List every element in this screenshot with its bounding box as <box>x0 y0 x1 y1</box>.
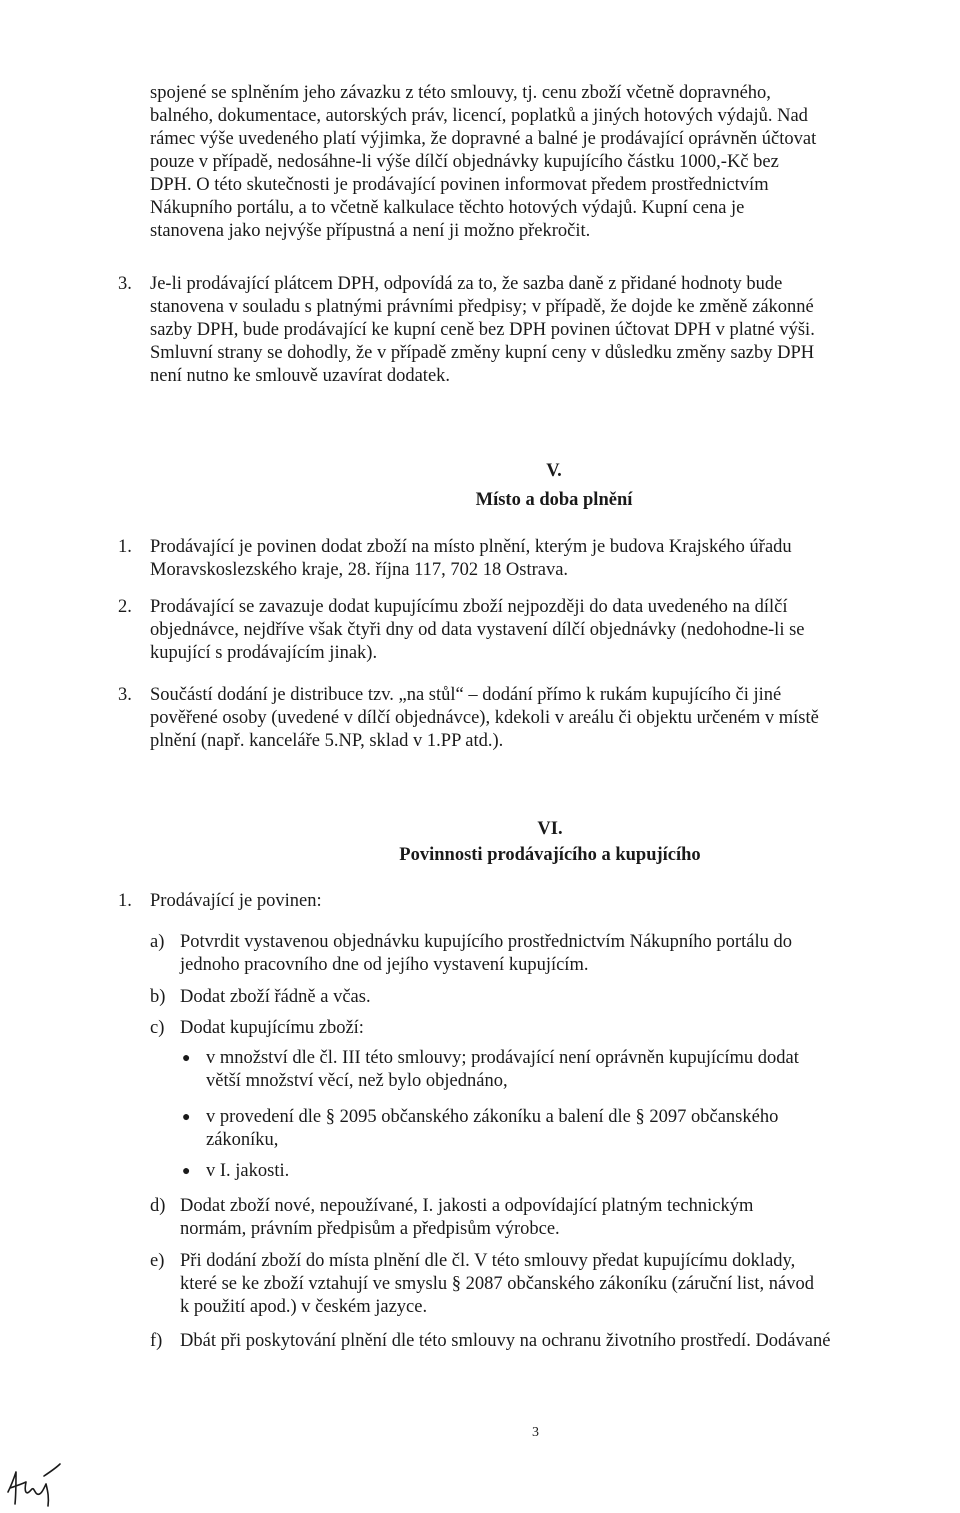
sub-line: Potvrdit vystavenou objednávku kupujícího prostřednictvím Nákupního portálu do <box>180 932 792 952</box>
item-number: 3. <box>118 685 132 705</box>
intro-line: DPH. O této skutečnosti je prodávající povinen informovat předem prostřednictvím <box>150 175 769 195</box>
item-line: pověřené osoby (uvedené v dílčí objednávce), kdekoli v areálu či objektu určeném v místě <box>150 708 819 728</box>
sub-label: f) <box>150 1331 163 1351</box>
section-title: Místo a doba plnění <box>475 490 633 510</box>
item-line: Součástí dodání je distribuce tzv. „na stůl“ – dodání přímo k rukám kupujícího či jiné <box>150 685 782 705</box>
sub-label: e) <box>150 1251 165 1271</box>
sub-line: Dodat zboží nové, nepoužívané, I. jakosti a odpovídající platným technickým <box>180 1196 754 1216</box>
sub-label: a) <box>150 932 165 952</box>
clause-line: není nutno ke smlouvě uzavírat dodatek. <box>150 366 451 386</box>
item-line: objednávce, nejdříve však čtyři dny od data vystavení dílčí objednávky (nedohodne-li se <box>150 620 805 640</box>
item-number: 1. <box>118 891 132 911</box>
item-line: plnění (např. kanceláře 5.NP, sklad v 1.PP atd.). <box>150 731 504 751</box>
section-roman: VI. <box>537 819 563 839</box>
section-v-heading <box>150 460 958 512</box>
item-number: 2. <box>118 597 132 617</box>
bullet-item <box>206 1106 958 1152</box>
sub-line: k použití apod.) v českém jazyce. <box>180 1297 428 1317</box>
clause-line: Je-li prodávající plátcem DPH, odpovídá za to, že sazba daně z přidané hodnoty bude <box>150 274 783 294</box>
item-line: Prodávající se zavazuje dodat kupujícímu zboží nejpozději do data uvedeného na dílčí <box>150 597 788 617</box>
bullet-dot-icon: ● <box>182 1164 191 1179</box>
sub-line: normám, právním předpisům a předpisům výrobce. <box>180 1219 560 1239</box>
sub-line: Dbát při poskytování plnění dle této smlouvy na ochranu životního prostředí. Dodávané <box>180 1331 831 1351</box>
intro-line: Nákupního portálu, a to včetně kalkulace těchto hotových výdajů. Kupní cena je <box>150 198 745 218</box>
section-vi-item-1: Prodávající je povinen: <box>150 891 322 911</box>
sub-item-d <box>180 1195 958 1241</box>
sub-line: Dodat zboží řádně a včas. <box>180 987 371 1007</box>
sub-line: Při dodání zboží do místa plnění dle čl. V této smlouvy předat kupujícímu doklady, <box>180 1251 796 1271</box>
section-title: Povinnosti prodávajícího a kupujícího <box>399 845 701 865</box>
bullet-line: zákoníku, <box>206 1130 279 1150</box>
section-v-item-1 <box>150 536 958 582</box>
handwritten-initials <box>4 1462 62 1508</box>
intro-line: stanovena jako nejvýše přípustná a není ji možno překročit. <box>150 221 591 241</box>
item-number: 1. <box>118 537 132 557</box>
section-vi-heading <box>350 818 750 867</box>
bullet-item <box>206 1047 958 1093</box>
intro-paragraph <box>150 82 958 243</box>
section-v-item-3 <box>150 684 958 753</box>
clause-line: stanovena v souladu s platnými právními předpisy; v případě, že dojde ke změně zákonné <box>150 297 814 317</box>
sub-line: Dodat kupujícímu zboží: <box>180 1018 364 1038</box>
sub-line: jednoho pracovního dne od jejího vystavení kupujícím. <box>180 955 589 975</box>
sub-item-f <box>180 1330 958 1353</box>
sub-line: které se ke zboží vztahují ve smyslu § 2087 občanského zákoníku (záruční list, návod <box>180 1274 814 1294</box>
intro-line: spojené se splněním jeho závazku z této smlouvy, tj. cenu zboží včetně dopravného, <box>150 83 771 103</box>
clause-3-paragraph <box>150 273 958 388</box>
section-v-item-2 <box>150 596 958 665</box>
bullet-line: v I. jakosti. <box>206 1161 290 1181</box>
bullet-line: v množství dle čl. III této smlouvy; prodávající není oprávněn kupujícímu dodat <box>206 1048 799 1068</box>
bullet-item <box>206 1160 958 1183</box>
item-line: Moravskoslezského kraje, 28. října 117, 702 18 Ostrava. <box>150 560 569 580</box>
sub-item-b <box>180 986 958 1009</box>
sub-label: d) <box>150 1196 166 1216</box>
item-line: kupující s prodávajícím jinak). <box>150 643 378 663</box>
section-roman: V. <box>546 461 562 481</box>
sub-label: c) <box>150 1018 165 1038</box>
sub-item-c <box>180 1017 958 1040</box>
bullet-dot-icon: ● <box>182 1051 191 1066</box>
bullet-dot-icon: ● <box>182 1110 191 1125</box>
intro-line: balného, dokumentace, autorských práv, licencí, poplatků a jiných hotových výdajů. Nad <box>150 106 808 126</box>
clause-line: sazby DPH, bude prodávající ke kupní ceně bez DPH povinen účtovat DPH v platné výši. <box>150 320 815 340</box>
clause-number: 3. <box>118 274 132 294</box>
intro-line: pouze v případě, nedosáhne-li výše dílčí objednávky kupujícího částku 1000,-Kč bez <box>150 152 779 172</box>
bullet-line: větší množství věcí, než bylo objednáno, <box>206 1071 508 1091</box>
item-line: Prodávající je povinen dodat zboží na místo plnění, kterým je budova Krajského úřadu <box>150 537 792 557</box>
sub-item-a <box>180 931 958 977</box>
clause-line: Smluvní strany se dohodly, že v případě změny kupní ceny v důsledku změny sazby DPH <box>150 343 815 363</box>
sub-item-e <box>180 1250 958 1319</box>
sub-label: b) <box>150 987 166 1007</box>
intro-line: rámec výše uvedeného platí výjimka, že dopravné a balné je prodávající oprávněn účtovat <box>150 129 817 149</box>
page-number: 3 <box>532 1425 539 1440</box>
bullet-line: v provedení dle § 2095 občanského zákoníku a balení dle § 2097 občanského <box>206 1107 779 1127</box>
